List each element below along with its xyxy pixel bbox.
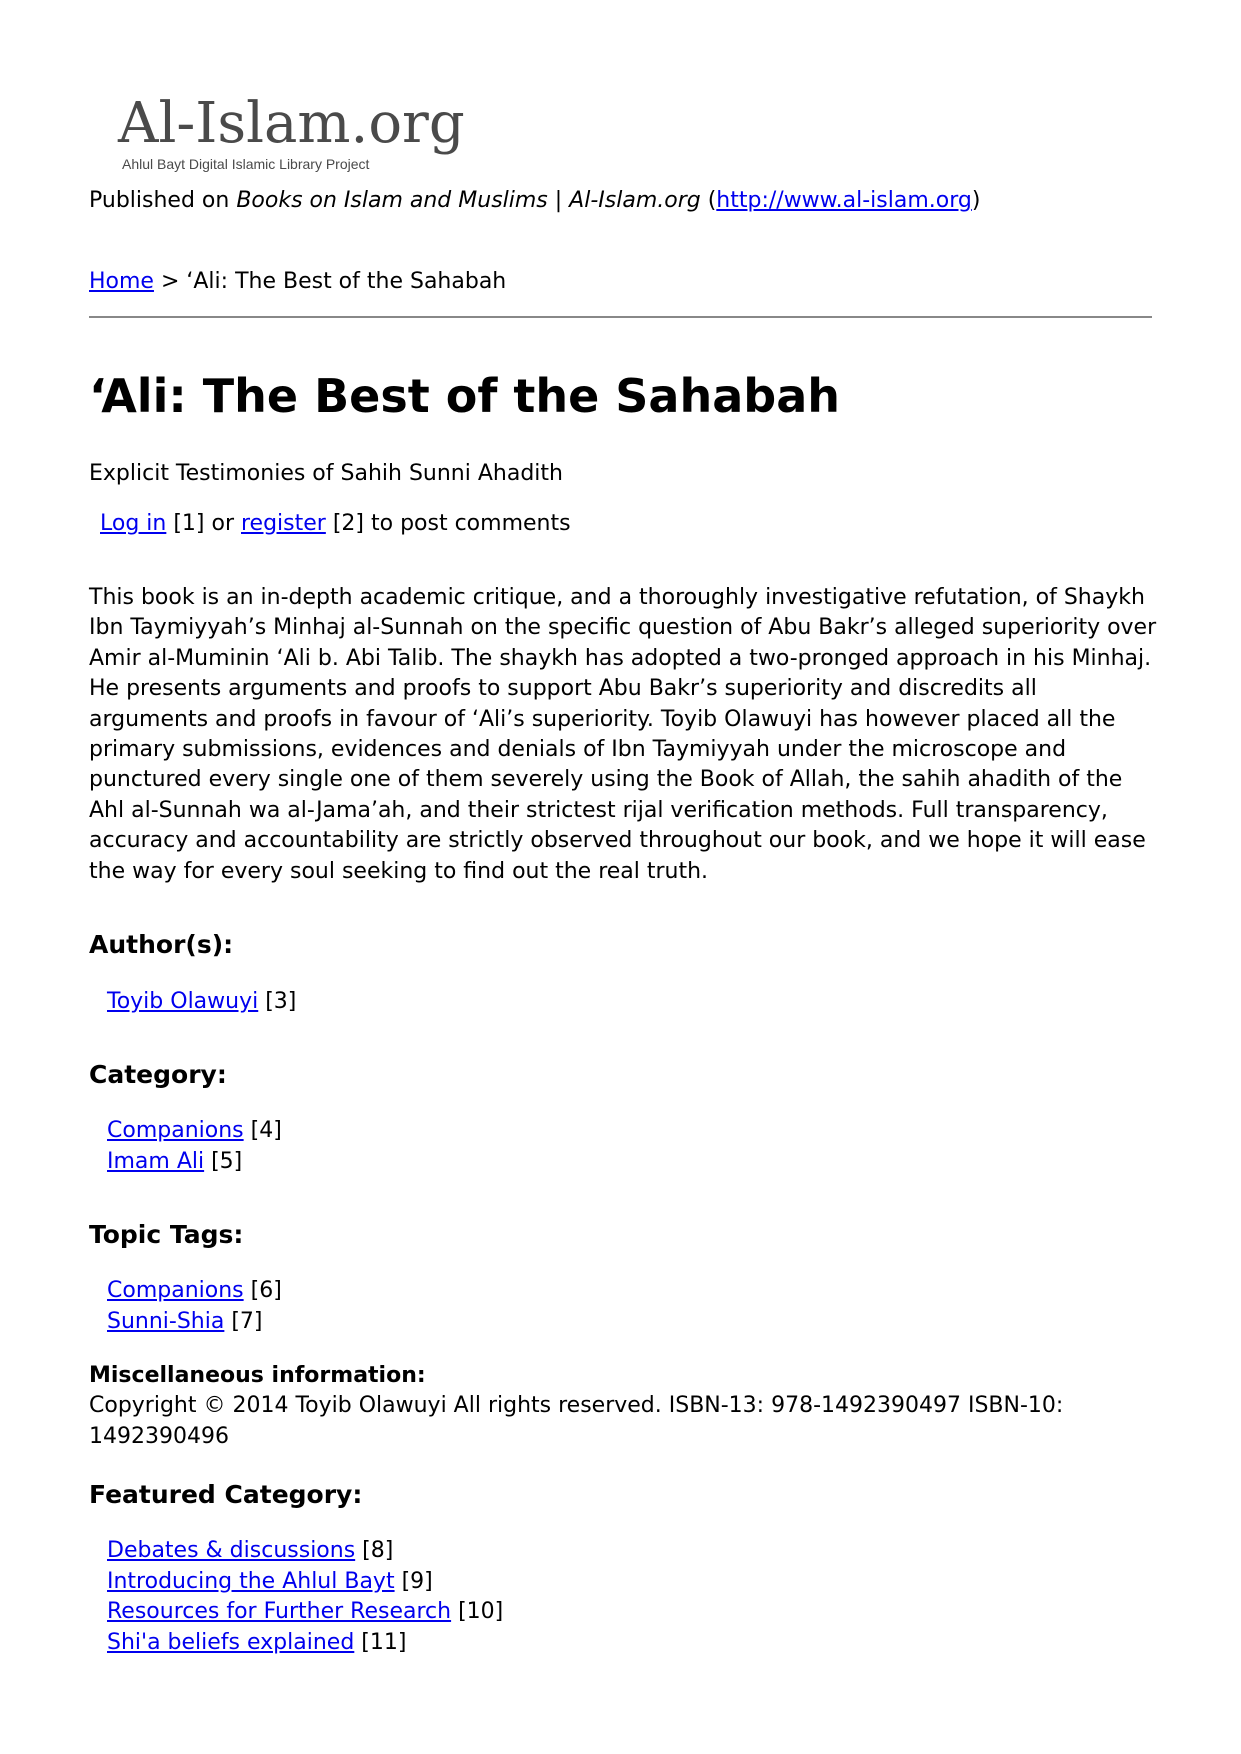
featured-ref: [10]	[451, 1599, 504, 1624]
list-item	[107, 1276, 282, 1307]
author-ref: [3]	[258, 989, 297, 1014]
author-link[interactable]: Toyib Olawuyi	[107, 989, 259, 1014]
featured-link-shia-beliefs[interactable]: Shi'a beliefs explained	[107, 1629, 355, 1655]
page-subtitle: Explicit Testimonies of Sahih Sunni Ahadith	[89, 461, 563, 486]
category-heading: Category:	[89, 1060, 227, 1089]
featured-category-list	[107, 1536, 503, 1658]
tag-ref: [6]	[243, 1278, 282, 1303]
list-item	[107, 1116, 282, 1147]
login-link[interactable]: Log in	[100, 511, 167, 536]
authors-heading: Author(s):	[89, 930, 234, 959]
book-description: This book is an in-depth academic critique, and a thoroughly investigative refutation, of Shaykh Ibn Taymiyyah’s Minhaj al-Sunnah on the specific question of Abu Bakr’s alleged superiority over Amir al-Muminin ‘Ali b. Abi Talib. The shaykh has adopted a two-pronged approach in his Minhaj. He presents arguments and proofs to support Abu Bakr’s superiority and discredits all arguments and proofs in favour of ‘Ali’s superiority. Toyib Olawuyi has however placed all the primary submissions, evidences and denials of Ibn Taymiyyah under the microscope and punctured every single one of them severely using the Book of Allah, the sahih ahadith of the Ahl al-Sunnah wa al-Jama’ah, and their strictest rijal verification methods. Full transparency, accuracy and accountability are strictly observed throughout our book, and we hope it will ease the way for every soul seeking to find out the real truth.	[89, 585, 1157, 884]
list-item	[107, 987, 296, 1018]
tag-link-companions[interactable]: Companions	[107, 1278, 244, 1303]
featured-ref: [11]	[354, 1629, 407, 1655]
breadcrumb-current: ‘Ali: The Best of the Sahabah	[186, 269, 507, 294]
featured-ref: [9]	[394, 1568, 433, 1594]
list-item	[107, 1567, 503, 1598]
register-ref: [2] to post comments	[325, 511, 571, 536]
misc-text: Copyright © 2014 Toyib Olawuyi All rights reserved. ISBN-13: 978-1492390497 ISBN-10: 1492390496	[89, 1393, 1064, 1449]
logo-tagline: Ahlul Bayt Digital Islamic Library Project	[122, 156, 370, 172]
featured-link-debates[interactable]: Debates & discussions	[107, 1538, 356, 1563]
featured-link-resources[interactable]: Resources for Further Research	[107, 1599, 452, 1624]
featured-category-heading: Featured Category:	[89, 1480, 363, 1509]
breadcrumb	[89, 267, 506, 297]
category-link-imam-ali[interactable]: Imam Ali	[107, 1148, 205, 1174]
site-logo	[118, 91, 478, 176]
list-item	[107, 1147, 282, 1178]
breadcrumb-home-link[interactable]: Home	[89, 269, 154, 294]
topic-tags-heading: Topic Tags:	[89, 1220, 244, 1249]
list-item	[107, 1307, 282, 1338]
category-link-companions[interactable]: Companions	[107, 1118, 244, 1143]
category-list	[107, 1116, 282, 1177]
list-item	[107, 1597, 503, 1628]
published-paren-close: )	[971, 188, 981, 213]
site-url-link[interactable]: http://www.al-islam.org	[716, 188, 972, 213]
featured-ref: [8]	[355, 1538, 394, 1563]
category-ref: [5]	[204, 1148, 243, 1174]
misc-heading: Miscellaneous information:	[89, 1363, 426, 1388]
register-link[interactable]: register	[241, 511, 326, 536]
list-item	[107, 1536, 503, 1567]
topic-tags-list	[107, 1276, 282, 1337]
featured-link-ahlul-bayt[interactable]: Introducing the Ahlul Bayt	[107, 1568, 395, 1594]
published-line	[89, 186, 980, 216]
published-paren-open: (	[700, 188, 717, 213]
header-divider	[89, 316, 1152, 318]
list-item	[107, 1628, 503, 1659]
authors-list	[107, 987, 296, 1018]
tag-link-sunni-shia[interactable]: Sunni-Shia	[107, 1308, 225, 1334]
published-site-name: Books on Islam and Muslims | Al-Islam.org	[236, 188, 701, 213]
published-prefix: Published on	[89, 188, 237, 213]
category-ref: [4]	[243, 1118, 282, 1143]
logo-wordmark: Al-Islam.org	[118, 91, 465, 156]
comments-prompt	[100, 509, 571, 539]
page-title: ‘Ali: The Best of the Sahabah	[89, 369, 840, 423]
tag-ref: [7]	[224, 1308, 263, 1334]
login-ref: [1] or	[166, 511, 241, 536]
breadcrumb-separator: >	[153, 269, 187, 294]
